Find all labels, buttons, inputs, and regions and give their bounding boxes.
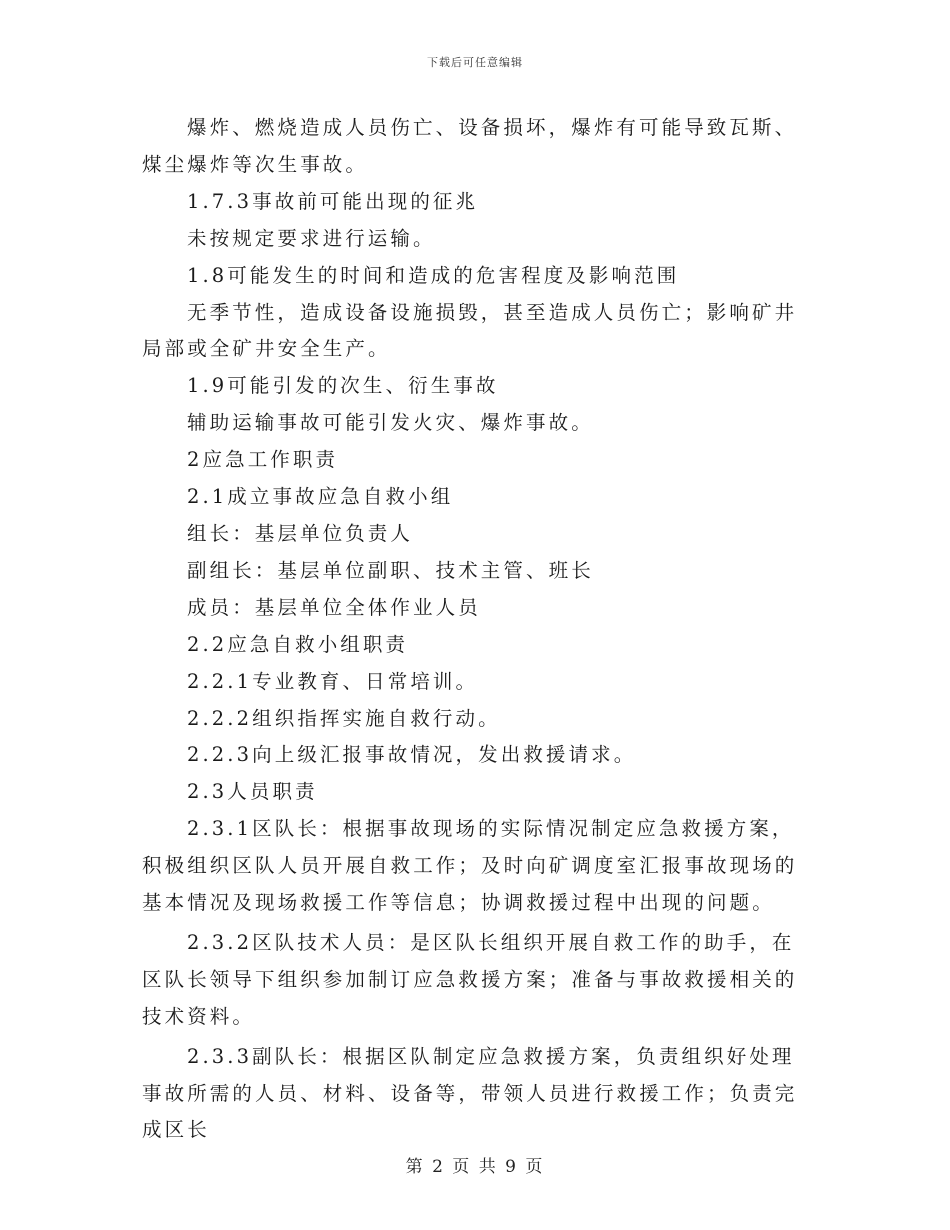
heading-1-9: 1.9可能引发的次生、衍生事故: [187, 374, 499, 398]
heading-1-7-3: 1.7.3事故前可能出现的征兆: [187, 189, 479, 213]
paragraph-2-2-1: 2.2.1专业教育、日常培训。: [187, 669, 479, 693]
paragraph-2: 未按规定要求进行运输。: [187, 226, 436, 250]
paragraph-3: 无季节性，造成设备设施损毁，甚至造成人员伤亡；影响矿井局部或全矿井安全生产。: [142, 300, 798, 361]
heading-2-1: 2.1成立事故应急自救小组: [187, 485, 454, 509]
heading-2-2: 2.2应急自救小组职责: [187, 632, 409, 656]
paragraph-2-3-1: 2.3.1区队长：根据事故现场的实际情况制定应急救援方案，积极组织区队人员开展自救工作；及时向矿调度室汇报事故现场的基本情况及现场救援工作等信息；协调救援过程中出现的问题。: [142, 817, 798, 915]
paragraph-deputy-leader: 副组长：基层单位副职、技术主管、班长: [187, 558, 594, 582]
paragraph-4: 辅助运输事故可能引发火灾、爆炸事故。: [187, 411, 594, 435]
heading-1-8: 1.8可能发生的时间和造成的危害程度及影响范围: [187, 263, 680, 287]
paragraph-2-3-2: 2.3.2区队技术人员：是区队长组织开展自救工作的助手，在区队长领导下组织参加制订应急救援方案；准备与事故救援相关的技术资料。: [142, 930, 798, 1028]
paragraph-2-2-2: 2.2.2组织指挥实施自救行动。: [187, 706, 501, 730]
page-header: 下载后可任意编辑: [427, 56, 523, 69]
page-footer: 第 2 页 共 9 页: [405, 1157, 545, 1177]
heading-2-3: 2.3人员职责: [187, 780, 318, 804]
document-body: [142, 110, 810, 1149]
paragraph-2-2-3: 2.2.3向上级汇报事故情况，发出救援请求。: [187, 743, 637, 767]
paragraph-group-leader: 组长：基层单位负责人: [187, 521, 414, 545]
heading-2: 2应急工作职责: [187, 448, 339, 472]
paragraph-2-3-3: 2.3.3副队长：根据区队制定应急救援方案，负责组织好处理事故所需的人员、材料、设备等，带领人员进行救援工作；负责完成区长: [142, 1044, 798, 1142]
paragraph-members: 成员：基层单位全体作业人员: [187, 595, 481, 619]
paragraph-1: 爆炸、燃烧造成人员伤亡、设备损坏，爆炸有可能导致瓦斯、煤尘爆炸等次生事故。: [142, 116, 798, 176]
